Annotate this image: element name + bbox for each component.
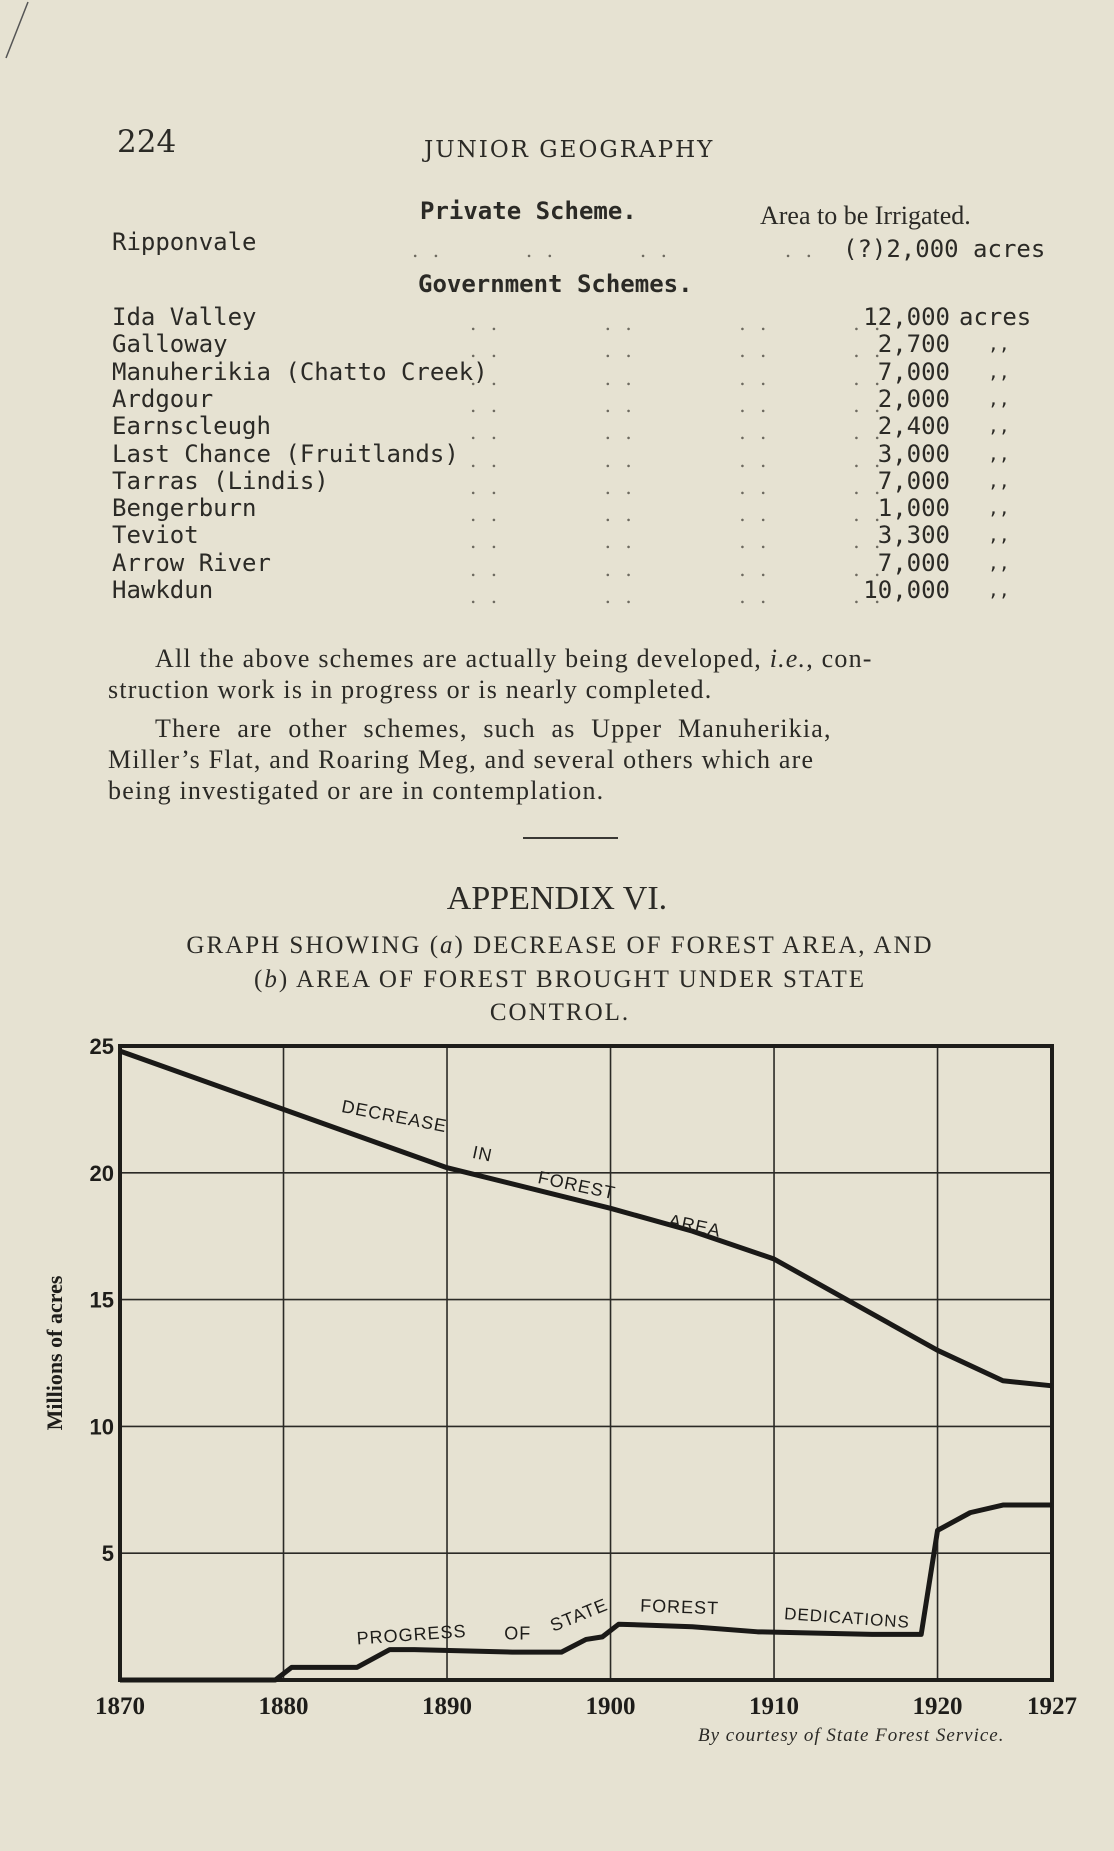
scheme-area: 7,000 [877,357,950,386]
scheme-unit: ,, [988,443,1010,465]
forest-area-chart [0,1030,1114,1730]
credit-line: By courtesy of State Forest Service. [698,1725,1005,1746]
plot-frame [120,1046,1052,1680]
series-label-word: AREA [666,1210,723,1241]
series-label-word: STATE [547,1594,611,1636]
running-head: JUNIOR GEOGRAPHY [424,137,715,163]
page-number: 224 [117,124,177,160]
area-heading: Area to be Irrigated. [760,201,971,230]
pencil-mark [0,0,40,70]
leader-dots: . . . . . . . . [470,311,885,335]
paragraph-1-line-1: All the above schemes are actually being developed, i.e., con- [155,644,873,673]
y-tick-label: 20 [89,1160,114,1186]
scheme-unit: acres [959,303,1032,331]
scheme-area: 1,000 [877,494,950,523]
scheme-unit: ,, [988,498,1010,520]
scheme-unit: ,, [988,361,1010,383]
x-tick-label: 1920 [912,1693,963,1720]
divider-rule [523,837,618,839]
scheme-name: Hawkdun [112,576,214,604]
state-dedications-line [120,1505,1052,1680]
x-tick-label: 1880 [258,1693,309,1720]
ripponvale-name: Ripponvale [112,228,257,256]
graph-title-line-3: CONTROL. [489,999,631,1026]
scheme-name: Ardgour [112,384,214,413]
leader-dots: . . . . . . . . [470,529,885,554]
scheme-unit: ,, [988,552,1010,574]
series-label-word: FOREST [639,1595,720,1619]
graph-title-line-1: GRAPH SHOWING (a) DECREASE OF FOREST AREA, AND [186,932,934,959]
series-label-word: FOREST [536,1167,618,1204]
leader-dots: . . . . . . . . [470,392,885,417]
leader-dots: . . . . . . . . [470,502,885,527]
leader-dots: . . . . . . . . [470,556,885,581]
scheme-unit: ,, [988,334,1010,356]
scheme-area: 2,700 [877,330,950,359]
paragraph-2-line-1: There are other schemes, such as Upper Manuherikia, [155,714,832,743]
scheme-name: Tarras (Lindis) [112,466,329,495]
paragraph-1-line-2: struction work is in progress or is nearly completed. [108,675,713,704]
series-label-word: DEDICATIONS [783,1604,911,1632]
x-tick-label: 1890 [422,1693,473,1720]
government-schemes-heading: Government Schemes. [418,270,693,298]
appendix-heading: APPENDIX VI. [446,880,668,917]
private-scheme-heading: Private Scheme. [420,197,637,225]
scheme-name: Last Chance (Fruitlands) [112,439,459,468]
scheme-area: 2,400 [877,412,950,441]
leader-dots: . . . . . . . . [470,420,885,445]
x-tick-label: 1870 [95,1693,145,1720]
y-tick-label: 5 [101,1541,114,1567]
scheme-area: 3,000 [877,439,950,468]
scheme-area: 2,000 [877,384,950,413]
leader-dots: . . . . . . . . [470,338,885,363]
leader-dots: . . . . . . . . [470,584,885,608]
paragraph-2-line-3: being investigated or are in contemplation. [108,776,605,805]
paragraph-2-line-2: Miller’s Flat, and Roaring Meg, and several others which are [108,745,815,774]
scheme-area: 7,000 [877,466,950,495]
x-tick-label: 1910 [749,1693,800,1720]
y-tick-label: 10 [89,1414,114,1440]
leader-dots: . . . . . . . . [470,474,885,499]
scheme-unit: ,, [988,525,1010,547]
scheme-name: Arrow River [112,548,271,577]
graph-title-line-2: (b) AREA OF FOREST BROUGHT UNDER STATE [253,966,867,993]
scheme-unit: ,, [988,470,1010,492]
forest-area-line [120,1051,1052,1386]
y-tick-label: 15 [89,1287,114,1313]
leader-dots: . . . . . . . . [470,365,885,390]
scheme-unit: ,, [988,416,1010,438]
x-tick-label: 1900 [585,1693,636,1720]
series-label-word: OF [504,1623,532,1644]
y-axis-label: Millions of acres [42,1275,67,1431]
scheme-area: 12,000 [863,303,950,331]
scheme-name: Earnscleugh [112,412,271,441]
series-label-word: PROGRESS [355,1620,468,1649]
series-label-word: IN [470,1141,495,1166]
scheme-name: Ida Valley [112,303,257,331]
scheme-name: Manuherikia (Chatto Creek) [112,357,488,386]
scheme-name: Teviot [112,521,199,550]
scheme-area: 3,300 [877,521,950,550]
leader-dots: . . . . . . . . [470,447,885,472]
scheme-unit: ,, [988,580,1010,601]
scheme-unit: ,, [988,388,1010,410]
scheme-name: Galloway [112,330,228,359]
leader-dots: . . . . . . . . [412,238,816,262]
series-label-word: DECREASE [339,1096,449,1137]
x-tick-label: 1927 [1027,1693,1077,1720]
scheme-area: 10,000 [863,576,950,604]
ripponvale-area: (?)2,000 acres [843,235,1046,263]
y-tick-label: 25 [89,1034,114,1059]
scheme-area: 7,000 [877,548,950,577]
scheme-name: Bengerburn [112,494,257,523]
